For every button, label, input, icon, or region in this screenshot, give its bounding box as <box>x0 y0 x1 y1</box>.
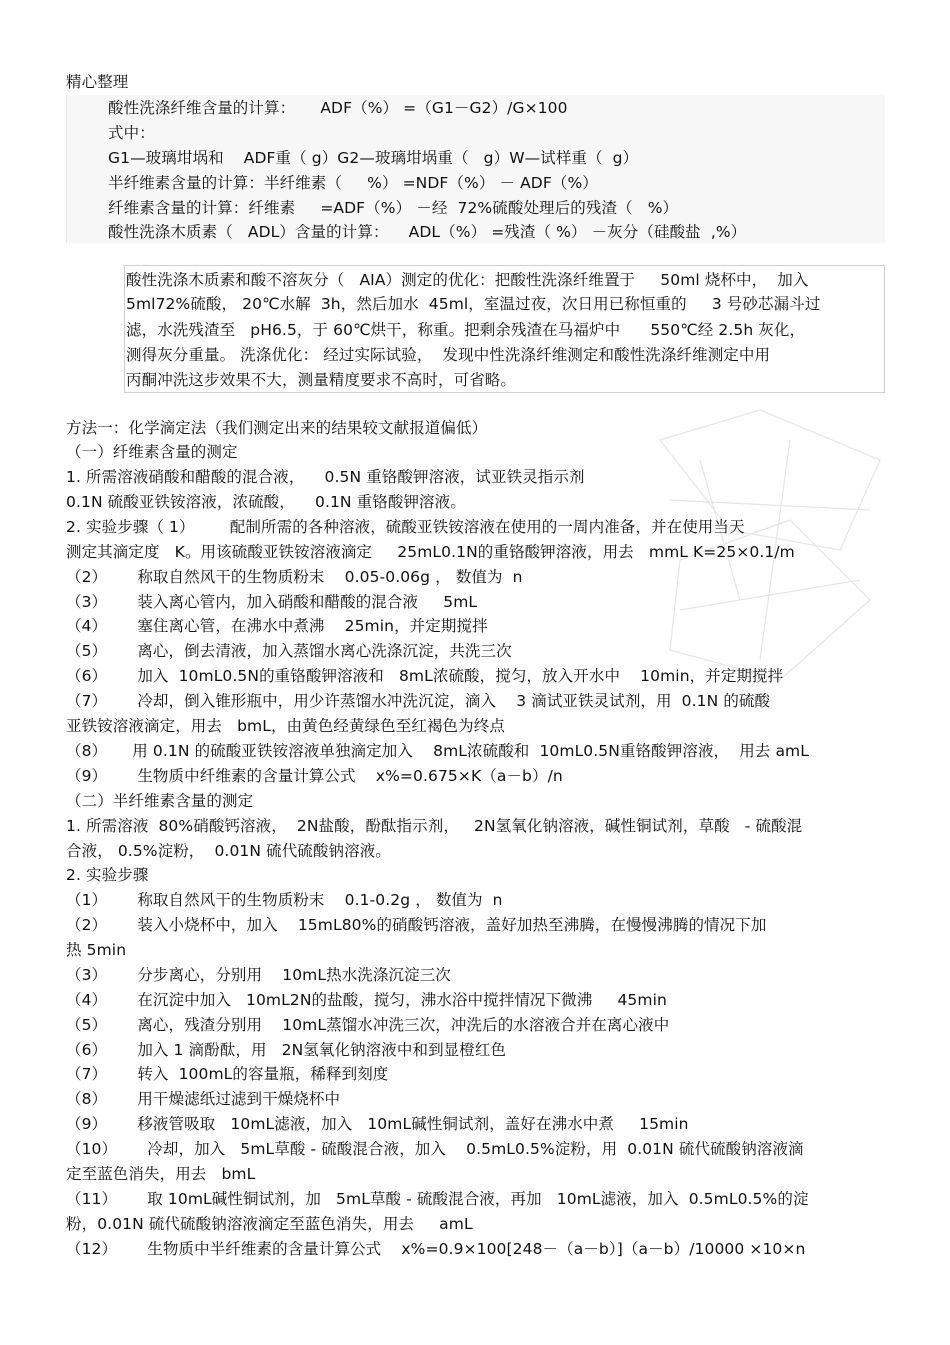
step-line: 热 5min <box>66 941 127 959</box>
body-line: 2. 实验步骤（ 1） 配制所需的各种溶液，硫酸亚铁铵溶液在使用的一周内准备，并在使用当天 <box>66 518 745 536</box>
cellulose-formula: 纤维素含量的计算：纤维素 =ADF（%） －经 72%硫酸处理后的残渣（ %） <box>108 199 679 217</box>
step-line: （8） 用干燥滤纸过滤到干燥烧杯中 <box>66 1090 341 1108</box>
method-heading: 方法一：化学滴定法（我们测定出来的结果较文献报道偏低） <box>66 419 488 437</box>
step-line: （2） 称取自然风干的生物质粉末 0.05-0.06g ， 数值为 n <box>66 568 523 586</box>
step-line: （9） 生物质中纤维素的含量计算公式 x%=0.675×K（a－b）/n <box>66 767 563 785</box>
body-line: 合液， 0.5%淀粉， 0.01N 硫代硫酸钠溶液。 <box>66 842 391 860</box>
variable-definitions: G1—玻璃坩埚和 ADF重（ g）G2—玻璃坩埚重（ g）W—试样重（ g） <box>108 149 639 167</box>
optimization-line: 5ml72%硫酸， 20℃水解 3h，然后加水 45ml，室温过夜，次日用已称恒重的 3 号砂芯漏斗过 <box>126 295 821 313</box>
step-line: （7） 转入 100mL的容量瓶，稀释到刻度 <box>66 1065 389 1083</box>
optimization-line: 丙酮冲洗这步效果不大，测量精度要求不高时，可省略。 <box>126 371 517 389</box>
step-line: （4） 塞住离心管，在沸水中煮沸 25min，并定期搅拌 <box>66 617 488 635</box>
optimization-line: 测得灰分重量。 洗涤优化： 经过实际试验， 发现中性洗涤纤维测定和酸性洗涤纤维测定中用 <box>126 346 771 364</box>
body-line: 2. 实验步骤 <box>66 866 149 884</box>
step-line: （5） 离心，倒去清液，加入蒸馏水离心洗涤沉淀，共洗三次 <box>66 642 512 660</box>
section-heading: （一）纤维素含量的测定 <box>66 443 238 461</box>
adf-formula: 酸性洗涤纤维含量的计算： ADF（%） =（G1－G2）/G×100 <box>108 99 568 117</box>
step-line: （7） 冷却，倒入锥形瓶中，用少许蒸馏水冲洗沉淀，滴入 3 滴试亚铁灵试剂，用 0.1N 的硫酸 <box>66 692 771 710</box>
step-line: （6） 加入 1 滴酚酞，用 2N氢氧化钠溶液中和到显橙红色 <box>66 1041 507 1059</box>
body-line: 0.1N 硫酸亚铁铵溶液，浓硫酸， 0.1N 重铬酸钾溶液。 <box>66 493 466 511</box>
optimization-line: 酸性洗涤木质素和酸不溶灰分（ AIA）测定的优化：把酸性洗涤纤维置于 50ml 烧杯中， 加入 <box>126 271 809 289</box>
page-header: 精心整理 <box>66 73 129 91</box>
step-line: 亚铁铵溶液滴定，用去 bmL，由黄色经黄绿色至红褐色为终点 <box>66 717 505 735</box>
step-line: （11） 取 10mL碱性铜试剂，加 5mL草酸 - 硫酸混合液，再加 10mL滤液，加入 0.5mL0.5%的淀 <box>66 1190 809 1208</box>
step-line: （5） 离心，残渣分别用 10mL蒸馏水冲洗三次，冲洗后的水溶液合并在离心液中 <box>66 1016 670 1034</box>
hemicellulose-formula: 半纤维素含量的计算：半纤维素（ %） =NDF（%） － ADF（%） <box>108 174 598 192</box>
step-line: （6） 加入 10mL0.5N的重铬酸钾溶液和 8mL浓硫酸，搅匀，放入开水中 10min，并定期搅拌 <box>66 667 784 685</box>
step-line: （8） 用 0.1N 的硫酸亚铁铵溶液单独滴定加入 8mL浓硫酸和 10mL0.5N重铬酸钾溶液， 用去 amL <box>66 742 809 760</box>
adl-formula: 酸性洗涤木质素（ ADL）含量的计算： ADL（%） =残渣（ %） －灰分（硅酸盐 ,%） <box>108 223 747 241</box>
step-line: （4） 在沉淀中加入 10mL2N的盐酸，搅匀，沸水浴中搅拌情况下微沸 45min <box>66 991 667 1009</box>
body-line: 1. 所需溶液 80%硝酸钙溶液， 2N盐酸，酚酞指示剂， 2N氢氧化钠溶液，碱性铜试剂，草酸 - 硫酸混 <box>66 817 803 835</box>
formula-where: 式中： <box>108 124 155 142</box>
body-line: 1. 所需溶液硝酸和醋酸的混合液， 0.5N 重铬酸钾溶液，试亚铁灵指示剂 <box>66 468 585 486</box>
step-line: （10） 冷却，加入 5mL草酸 - 硫酸混合液，加入 0.5mL0.5%淀粉，用 0.01N 硫代硫酸钠溶液滴 <box>66 1140 804 1158</box>
step-line: （12） 生物质中半纤维素的含量计算公式 x%=0.9×100[248－（a－b）]（a－b）/10000 ×10×n <box>66 1240 806 1258</box>
optimization-line: 滤，水洗残渣至 pH6.5，于 60℃烘干，称重。把剩余残渣在马福炉中 550℃经 2.5h 灰化， <box>126 321 806 339</box>
step-line: （1） 称取自然风干的生物质粉末 0.1-0.2g ， 数值为 n <box>66 891 503 909</box>
step-line: （2） 装入小烧杯中，加入 15mL80%的硝酸钙溶液，盖好加热至沸腾，在慢慢沸腾的情况下加 <box>66 916 767 934</box>
section-heading: （二）半纤维素含量的测定 <box>66 792 254 810</box>
step-line: （9） 移液管吸取 10mL滤液，加入 10mL碱性铜试剂，盖好在沸水中煮 15min <box>66 1115 689 1133</box>
step-line: 粉，0.01N 硫代硫酸钠溶液滴定至蓝色消失，用去 amL <box>66 1215 473 1233</box>
body-line: 测定其滴定度 K。用该硫酸亚铁铵溶液滴定 25mL0.1N的重铬酸钾溶液，用去 mmL K=25×0.1/m <box>66 543 795 561</box>
step-line: 定至蓝色消失，用去 bmL <box>66 1165 256 1183</box>
step-line: （3） 装入离心管内，加入硝酸和醋酸的混合液 5mL <box>66 593 478 611</box>
step-line: （3） 分步离心，分别用 10mL热水洗涤沉淀三次 <box>66 966 451 984</box>
